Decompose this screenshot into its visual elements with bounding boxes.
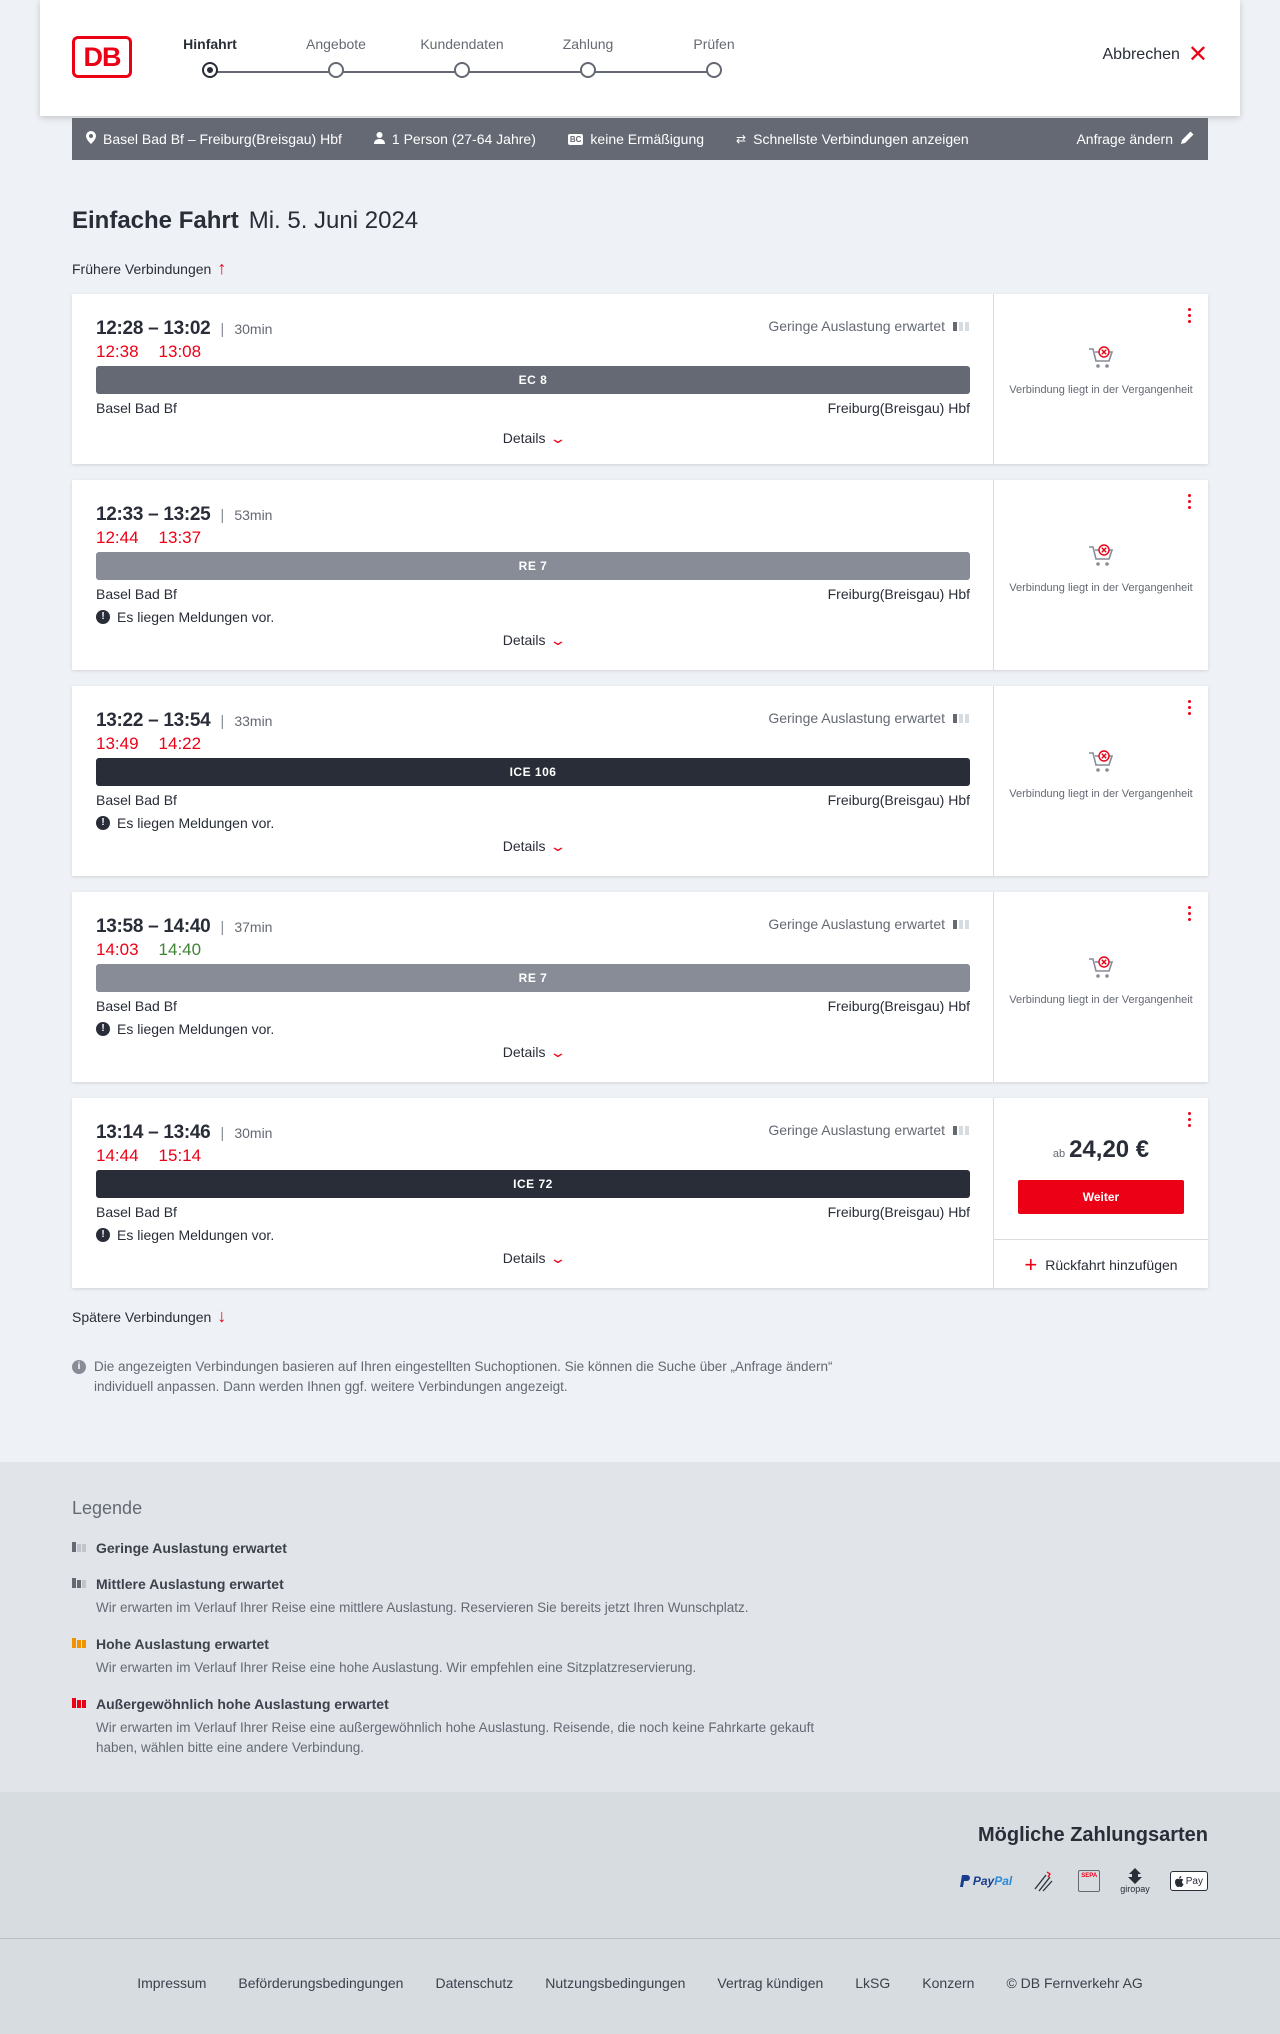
payment-methods-section (0, 1792, 1280, 1938)
arrival-station: Freiburg(Breisgau) Hbf (827, 792, 970, 808)
step-dot-active (202, 62, 218, 78)
scheduled-times: 12:28 – 13:02 (96, 318, 211, 339)
divider: | (220, 918, 225, 936)
chevron-down-icon: ⌄ (548, 632, 567, 648)
occupancy-text: Geringe Auslastung erwartet (768, 1122, 945, 1138)
route-summary (86, 131, 342, 147)
train-bar[interactable]: EC 8 (96, 366, 970, 394)
chevron-down-icon: ⌄ (548, 1250, 567, 1266)
copyright: © DB Fernverkehr AG (1006, 1975, 1143, 1991)
divider: | (220, 320, 225, 338)
price-prefix: ab (1052, 1148, 1066, 1160)
step-zahlung (528, 36, 648, 78)
legend-item-title (72, 1696, 852, 1712)
departure-station: Basel Bad Bf (96, 792, 177, 808)
realtime-arrival: 14:40 (158, 940, 202, 959)
footer-link-datenschutz[interactable]: Datenschutz (435, 1975, 514, 1991)
route-text: Basel Bad Bf – Freiburg(Breisgau) Hbf (103, 131, 342, 147)
apple-pay-icon (1170, 1871, 1208, 1891)
details-toggle[interactable] (72, 1250, 994, 1267)
legend-title-text: Geringe Auslastung erwartet (96, 1540, 287, 1556)
paypal-icon (960, 1868, 1012, 1894)
connection-times (96, 504, 272, 526)
duration: 33min (234, 713, 273, 729)
legend-item-title (72, 1636, 852, 1652)
occupancy-icon (953, 714, 969, 723)
chevron-down-icon: ⌄ (548, 838, 567, 854)
footer-link-befoerderungsbedingungen[interactable]: Beförderungsbedingungen (238, 1975, 404, 1991)
discount-text: keine Ermäßigung (590, 131, 705, 147)
details-label: Details (502, 430, 546, 446)
notice-message (96, 815, 274, 831)
connection-card[interactable] (72, 1098, 1208, 1288)
trip-date: Mi. 5. Juni 2024 (248, 207, 419, 234)
cart-unavailable-icon (1088, 750, 1114, 774)
occupancy-icon (953, 920, 969, 929)
more-options-icon[interactable] (1188, 906, 1192, 924)
bahncard-icon: BC (569, 134, 582, 144)
add-return-trip-button[interactable] (994, 1239, 1208, 1289)
cancel-button[interactable] (1102, 41, 1209, 68)
trip-type: Einfache Fahrt (72, 207, 239, 234)
notice-text: Es liegen Meldungen vor. (117, 815, 275, 831)
realtime-times (96, 940, 201, 960)
step-dot (328, 62, 344, 78)
arrival-station: Freiburg(Breisgau) Hbf (827, 1204, 970, 1220)
connection-times (96, 710, 272, 732)
connection-main (72, 480, 994, 670)
realtime-departure: 14:03 (96, 940, 139, 959)
duration: 30min (234, 1125, 273, 1141)
stations (96, 1204, 970, 1220)
connection-main (72, 1098, 994, 1288)
departure-station: Basel Bad Bf (96, 998, 177, 1014)
departure-station: Basel Bad Bf (96, 400, 177, 416)
realtime-departure: 12:44 (96, 528, 139, 547)
train-bar[interactable]: ICE 106 (96, 758, 970, 786)
price-value: 24,20 € (1069, 1136, 1150, 1163)
more-options-icon[interactable] (1188, 1112, 1192, 1130)
footer-link-vertrag-kuendigen[interactable]: Vertrag kündigen (717, 1975, 824, 1991)
divider: | (220, 1124, 225, 1142)
past-connection-note (994, 346, 1208, 398)
cancel-label: Abbrechen (1102, 46, 1180, 63)
arrival-station: Freiburg(Breisgau) Hbf (827, 998, 970, 1014)
connection-main (72, 686, 994, 876)
booking-stepper (170, 36, 735, 86)
later-label: Spätere Verbindungen (72, 1308, 212, 1325)
alert-icon: ! (96, 610, 110, 624)
realtime-departure: 14:44 (96, 1146, 139, 1165)
footer (0, 1938, 1280, 2034)
add-return-label: Rückfahrt hinzufügen (1045, 1256, 1178, 1273)
fastest-option (736, 131, 969, 147)
passenger-summary (374, 131, 536, 147)
legend-item-title (72, 1540, 287, 1556)
alert-icon: ! (96, 1228, 110, 1242)
legend-title-text: Mittlere Auslastung erwartet (96, 1576, 284, 1592)
occupancy-text: Geringe Auslastung erwartet (768, 710, 945, 726)
footer-links (0, 1975, 1280, 1991)
past-text: Verbindung liegt in der Vergangenheit (1009, 994, 1193, 1006)
step-label: Hinfahrt (183, 36, 237, 52)
occupancy-indicator (768, 710, 969, 726)
realtime-arrival: 13:08 (158, 342, 202, 361)
occupancy-level-icon (72, 1542, 86, 1552)
notice-text: Es liegen Meldungen vor. (117, 1021, 275, 1037)
connection-card[interactable] (72, 686, 1208, 876)
departure-station: Basel Bad Bf (96, 1204, 177, 1220)
realtime-departure: 13:49 (96, 734, 139, 753)
divider: | (220, 712, 225, 730)
legend-item-title (72, 1576, 852, 1592)
notice-message (96, 609, 274, 625)
details-label: Details (502, 1044, 546, 1060)
occupancy-text: Geringe Auslastung erwartet (768, 916, 945, 932)
connection-card[interactable] (72, 294, 1208, 464)
arrow-down-icon: ↓ (217, 1306, 227, 1326)
step-label: Angebote (306, 36, 366, 52)
connection-times (96, 1122, 272, 1144)
occupancy-text: Geringe Auslastung erwartet (768, 318, 945, 334)
footer-link-lksg[interactable]: LkSG (855, 1975, 891, 1991)
step-dot (454, 62, 470, 78)
duration: 37min (234, 919, 273, 935)
departure-station: Basel Bad Bf (96, 586, 177, 602)
credit-card-icon (1032, 1868, 1058, 1894)
realtime-times (96, 1146, 201, 1166)
connection-side (994, 892, 1208, 1082)
stations (96, 998, 970, 1014)
more-options-icon[interactable] (1188, 308, 1192, 326)
cart-unavailable-icon (1088, 544, 1114, 568)
legend-section (0, 1462, 1280, 1792)
realtime-departure: 12:38 (96, 342, 139, 361)
realtime-times (96, 342, 201, 362)
duration: 30min (234, 321, 273, 337)
legend-item-description: Wir erwarten im Verlauf Ihrer Reise eine mittlere Auslastung. Reservieren Sie bereits jetzt Ihren Wunschplatz. (96, 1600, 749, 1615)
more-options-icon[interactable] (1188, 700, 1192, 718)
connection-side (994, 1098, 1208, 1288)
train-bar[interactable]: RE 7 (96, 552, 970, 580)
past-text: Verbindung liegt in der Vergangenheit (1009, 582, 1193, 594)
past-text: Verbindung liegt in der Vergangenheit (1009, 788, 1193, 800)
search-info-note (72, 1357, 852, 1397)
fastest-text: Schnellste Verbindungen anzeigen (753, 131, 969, 147)
price (994, 1136, 1208, 1164)
step-hinfahrt (150, 36, 270, 78)
details-toggle[interactable] (72, 838, 994, 855)
train-bar[interactable]: ICE 72 (96, 1170, 970, 1198)
alert-icon: ! (96, 1022, 110, 1036)
edit-request-button[interactable] (1076, 131, 1194, 147)
earlier-label: Frühere Verbindungen (72, 260, 212, 277)
realtime-arrival: 15:14 (158, 1146, 202, 1165)
footer-link-nutzungsbedingungen[interactable]: Nutzungsbedingungen (545, 1975, 686, 1991)
scheduled-times: 13:22 – 13:54 (96, 710, 211, 731)
realtime-arrival: 13:37 (158, 528, 202, 547)
details-label: Details (502, 1250, 546, 1266)
info-icon: i (72, 1360, 86, 1374)
legend-title-text: Hohe Auslastung erwartet (96, 1636, 269, 1652)
chevron-down-icon: ⌄ (548, 1044, 567, 1060)
scheduled-times: 12:33 – 13:25 (96, 504, 211, 525)
occupancy-indicator (768, 318, 969, 334)
sepa-label: SEPA (1081, 1873, 1098, 1879)
connection-card[interactable] (72, 480, 1208, 670)
stations (96, 586, 970, 602)
details-toggle[interactable] (72, 632, 994, 649)
paypal-label-a: Pay (972, 1874, 995, 1888)
step-dot (580, 62, 596, 78)
realtime-arrival: 14:22 (158, 734, 202, 753)
swap-arrows-icon: ⇄ (736, 132, 747, 146)
past-connection-note (994, 750, 1208, 802)
payment-icons (960, 1868, 1208, 1894)
later-connections-link[interactable] (72, 1306, 226, 1327)
payment-title: Mögliche Zahlungsarten (977, 1824, 1208, 1846)
search-summary-bar (72, 118, 1208, 160)
legend-item (72, 1636, 852, 1678)
cart-unavailable-icon (1088, 346, 1114, 370)
footer-link-impressum[interactable]: Impressum (137, 1975, 207, 1991)
connection-side (994, 294, 1208, 464)
notice-text: Es liegen Meldungen vor. (117, 609, 275, 625)
scheduled-times: 13:14 – 13:46 (96, 1122, 211, 1143)
stations (96, 792, 970, 808)
sepa-icon (1078, 1870, 1100, 1892)
connection-times (96, 916, 272, 938)
earlier-connections-link[interactable] (72, 258, 226, 279)
step-angebote (276, 36, 396, 78)
alert-icon: ! (96, 816, 110, 830)
past-connection-note (994, 956, 1208, 1008)
legend-item (72, 1696, 852, 1758)
legend-item (72, 1576, 852, 1618)
step-label: Prüfen (693, 36, 735, 52)
cart-unavailable-icon (1088, 956, 1114, 980)
giropay-icon (1120, 1868, 1150, 1894)
continue-button[interactable]: Weiter (1018, 1180, 1184, 1214)
connection-times (96, 318, 272, 340)
occupancy-indicator (768, 916, 969, 932)
step-label: Zahlung (562, 36, 614, 52)
divider: | (220, 506, 225, 524)
location-pin-icon (86, 131, 96, 147)
arrow-up-icon: ↑ (217, 258, 227, 278)
realtime-times (96, 528, 201, 548)
step-pruefen (654, 36, 774, 78)
db-logo[interactable]: DB (72, 36, 132, 78)
notice-message (96, 1227, 274, 1243)
occupancy-level-icon (72, 1638, 86, 1648)
step-kundendaten (402, 36, 522, 78)
legend-item-description: Wir erwarten im Verlauf Ihrer Reise eine hohe Auslastung. Wir empfehlen eine Sitzplatzreservierung. (96, 1660, 697, 1675)
occupancy-level-icon (72, 1578, 86, 1588)
connection-main (72, 892, 994, 1082)
connection-card[interactable] (72, 892, 1208, 1082)
passenger-text: 1 Person (27-64 Jahre) (391, 131, 536, 147)
legend-title-text: Außergewöhnlich hohe Auslastung erwartet (96, 1696, 389, 1712)
info-text: Die angezeigten Verbindungen basieren auf Ihren eingestellten Suchoptionen. Sie können die Suche über „Anfrage ändern“ individuell anpassen. Dann werden Ihnen ggf. weitere Verbindungen angezeigt. (94, 1359, 833, 1394)
connection-side (994, 480, 1208, 670)
connection-main (72, 294, 994, 464)
person-icon (374, 132, 385, 147)
connection-side (994, 686, 1208, 876)
notice-message (96, 1021, 274, 1037)
stations (96, 400, 970, 416)
plus-icon: + (1024, 1251, 1038, 1277)
legend-item-description: Wir erwarten im Verlauf Ihrer Reise eine außergewöhnlich hohe Auslastung. Reisende, die noch keine Fahrkarte gekauft haben, wählen bitte eine andere Verbindung. (96, 1720, 815, 1755)
details-toggle[interactable] (72, 430, 994, 447)
step-dot (706, 62, 722, 78)
scheduled-times: 13:58 – 14:40 (96, 916, 211, 937)
legend-item (72, 1540, 287, 1556)
arrival-station: Freiburg(Breisgau) Hbf (827, 400, 970, 416)
apple-pay-label: Pay (1185, 1875, 1203, 1887)
close-icon: ✕ (1187, 41, 1208, 68)
page-title (72, 207, 418, 235)
arrival-station: Freiburg(Breisgau) Hbf (827, 586, 970, 602)
realtime-times (96, 734, 201, 754)
details-label: Details (502, 838, 546, 854)
duration: 53min (234, 507, 273, 523)
occupancy-icon (953, 322, 969, 331)
step-label: Kundendaten (420, 36, 504, 52)
giropay-label: giropay (1120, 1884, 1150, 1894)
edit-request-label: Anfrage ändern (1076, 131, 1173, 147)
footer-link-konzern[interactable]: Konzern (922, 1975, 975, 1991)
header (40, 0, 1240, 116)
train-bar[interactable]: RE 7 (96, 964, 970, 992)
more-options-icon[interactable] (1188, 494, 1192, 512)
discount-summary (568, 131, 704, 147)
notice-text: Es liegen Meldungen vor. (117, 1227, 275, 1243)
legend-title: Legende (72, 1498, 143, 1518)
chevron-down-icon: ⌄ (548, 430, 567, 446)
details-toggle[interactable] (72, 1044, 994, 1061)
past-connection-note (994, 544, 1208, 596)
occupancy-indicator (768, 1122, 969, 1138)
occupancy-icon (953, 1126, 969, 1135)
paypal-label-b: Pal (994, 1874, 1013, 1888)
pencil-icon (1181, 131, 1194, 147)
details-label: Details (502, 632, 546, 648)
past-text: Verbindung liegt in der Vergangenheit (1009, 384, 1193, 396)
occupancy-level-icon (72, 1698, 86, 1708)
